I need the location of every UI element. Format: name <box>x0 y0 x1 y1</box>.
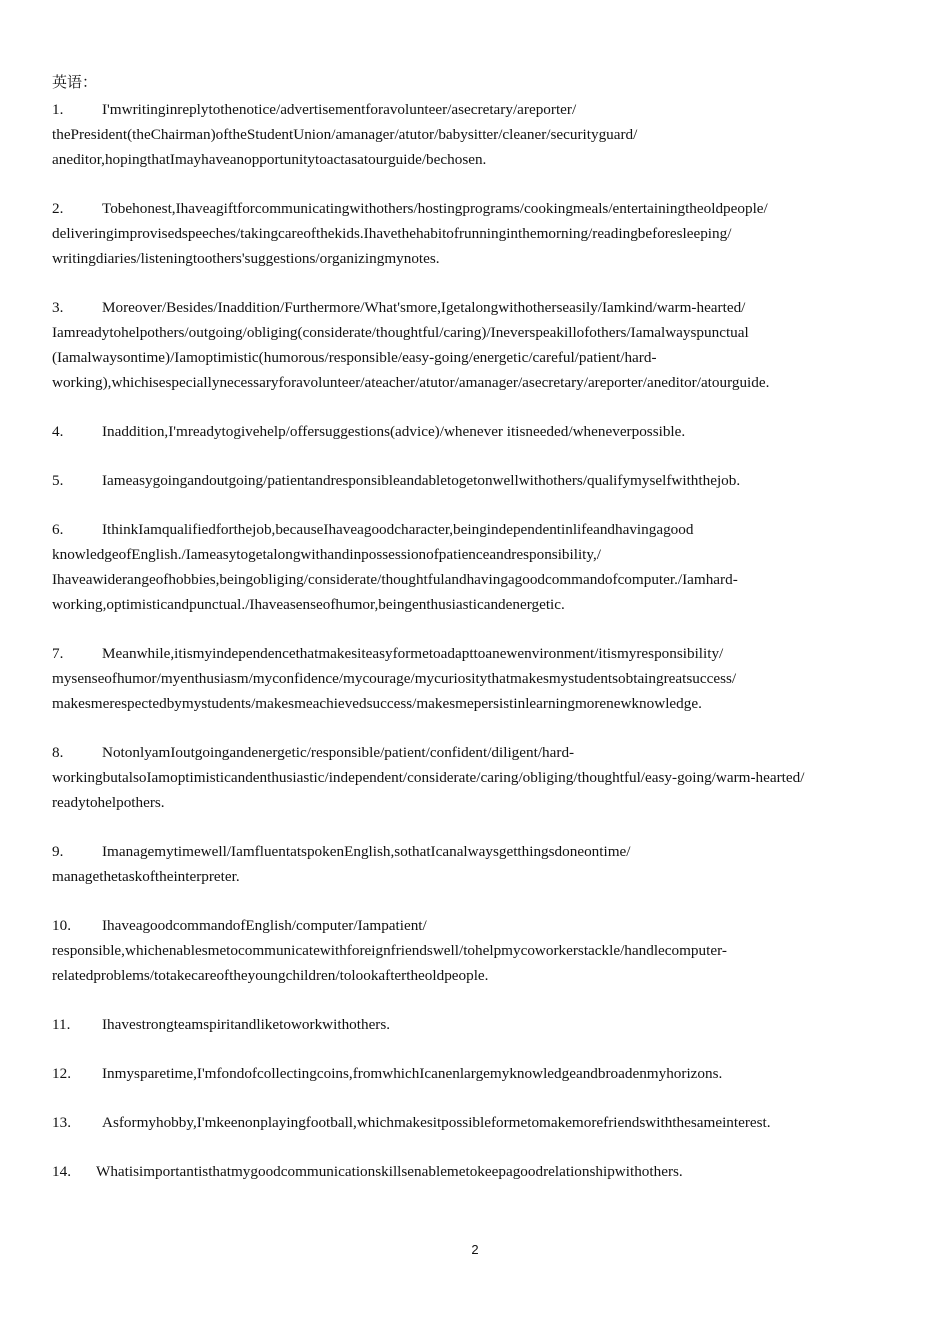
section-heading: 英语： <box>52 73 98 91</box>
item-number: 10. <box>52 917 71 934</box>
item-number: 14. <box>52 1163 71 1180</box>
item-number: 9. <box>52 843 64 860</box>
item-line: IthinkIamqualifiedforthejob,becauseIhaveagoodcharacter,beingindependentinlifeandhavingagood <box>102 521 694 538</box>
item-line: NotonlyamIoutgoingandenergetic/responsible/patient/confident/diligent/hard- <box>102 744 575 761</box>
item-line: Inaddition,I'mreadytogivehelp/offersuggestions(advice)/whenever itisneeded/wheneverpossible. <box>102 423 686 440</box>
list-item <box>52 839 912 889</box>
item-line: aneditor,hopingthatImayhaveanopportunitytoactasatourguide/bechosen. <box>52 151 487 168</box>
list-item <box>52 1110 912 1135</box>
item-line: managethetaskoftheinterpreter. <box>52 868 240 885</box>
item-line: (Iamalwaysontime)/Iamoptimistic(humorous/responsible/easy-going/energetic/careful/patient/hard- <box>52 349 657 366</box>
list-item <box>52 196 912 271</box>
item-number: 12. <box>52 1065 71 1082</box>
item-line: Iamreadytohelpothers/outgoing/obliging(considerate/thoughtful/caring)/Ineverspeakillofothers/Iamalwayspunctual <box>52 324 749 341</box>
item-number: 13. <box>52 1114 71 1131</box>
item-line: working),whichisespeciallynecessaryforavolunteer/ateacher/atutor/amanager/asecretary/areporter/aneditor/atourguide. <box>52 374 770 391</box>
item-line: writingdiaries/listeningtoothers'suggestions/organizingmynotes. <box>52 250 440 267</box>
item-line: responsible,whichenablesmetocommunicatewithforeignfriendswell/tohelpmycoworkerstackle/handlecomputer- <box>52 942 727 959</box>
item-line: Iameasygoingandoutgoing/patientandresponsibleandabletogetonwellwithothers/qualifymyselfwiththejob. <box>102 472 741 489</box>
item-line: Ihaveawiderangeofhobbies,beingobliging/considerate/thoughtfulandhavingagoodcommandofcomputer./Iamhard- <box>52 571 738 588</box>
item-line: Imanagemytimewell/IamfluentatspokenEnglish,sothatIcanalwaysgetthingsdoneontime/ <box>102 843 631 860</box>
item-number: 4. <box>52 423 64 440</box>
item-line: Moreover/Besides/Inaddition/Furthermore/What'smore,Igetalongwithotherseasily/Iamkind/warm-hearted/ <box>102 299 746 316</box>
item-line: Inmysparetime,I'mfondofcollectingcoins,fromwhichIcanenlargemyknowledgeandbroadenmyhorizons. <box>102 1065 723 1082</box>
item-line: Whatisimportantisthatmygoodcommunicationskillsenablemetokeepagoodrelationshipwithothers. <box>96 1163 683 1180</box>
list-item <box>52 97 912 172</box>
item-number: 2. <box>52 200 64 217</box>
list-item <box>52 295 912 395</box>
item-number: 5. <box>52 472 64 489</box>
item-number: 1. <box>52 101 64 118</box>
list-item <box>52 641 912 716</box>
list-item <box>52 1012 912 1037</box>
item-line: IhaveagoodcommandofEnglish/computer/Iampatient/ <box>102 917 427 934</box>
sentence-list <box>52 97 912 1208</box>
item-number: 3. <box>52 299 64 316</box>
list-item <box>52 419 912 444</box>
item-line: Tobehonest,Ihaveagiftforcommunicatingwithothers/hostingprograms/cookingmeals/entertainingtheoldpeople/ <box>102 200 768 217</box>
item-line: knowledgeofEnglish./Iameasytogetalongwithandinpossessionofpatienceandresponsibility,/ <box>52 546 602 563</box>
item-line: relatedproblems/totakecareoftheyoungchildren/tolookaftertheoldpeople. <box>52 967 489 984</box>
list-item <box>52 468 912 493</box>
item-number: 6. <box>52 521 64 538</box>
item-line: deliveringimprovisedspeeches/takingcareofthekids.Ihavethehabitofrunninginthemorning/readingbeforesleeping/ <box>52 225 732 242</box>
item-line: thePresident(theChairman)oftheStudentUnion/amanager/atutor/babysitter/cleaner/securityguard/ <box>52 126 638 143</box>
item-line: workingbutalsoIamoptimisticandenthusiastic/independent/considerate/caring/obliging/thoughtful/easy-going/warm-hearted/ <box>52 769 805 786</box>
item-line: Asformyhobby,I'mkeenonplayingfootball,whichmakesitpossibleformetomakemorefriendswiththesameinterest. <box>102 1114 771 1131</box>
list-item <box>52 517 912 617</box>
item-line: Ihavestrongteamspiritandliketoworkwithothers. <box>102 1016 391 1033</box>
item-number: 8. <box>52 744 64 761</box>
page-number: 2 <box>471 1242 479 1257</box>
list-item <box>52 1159 912 1184</box>
list-item <box>52 740 912 815</box>
list-item <box>52 1061 912 1086</box>
item-number: 7. <box>52 645 64 662</box>
item-number: 11. <box>52 1016 71 1033</box>
list-item <box>52 913 912 988</box>
item-line: mysenseofhumor/myenthusiasm/myconfidence/mycourage/mycuriositythatmakesmystudentsobtaingreatsuccess/ <box>52 670 737 687</box>
item-line: readytohelpothers. <box>52 794 165 811</box>
item-line: Meanwhile,itismyindependencethatmakesiteasyformetoadapttoanewenvironment/itismyresponsibility/ <box>102 645 724 662</box>
item-line: I'mwritinginreplytothenotice/advertisementforavolunteer/asecretary/areporter/ <box>102 101 577 118</box>
item-line: makesmerespectedbymystudents/makesmeachievedsuccess/makesmepersistinlearningmorenewknowledge. <box>52 695 702 712</box>
item-line: working,optimisticandpunctual./Ihaveasenseofhumor,beingenthusiasticandenergetic. <box>52 596 565 613</box>
